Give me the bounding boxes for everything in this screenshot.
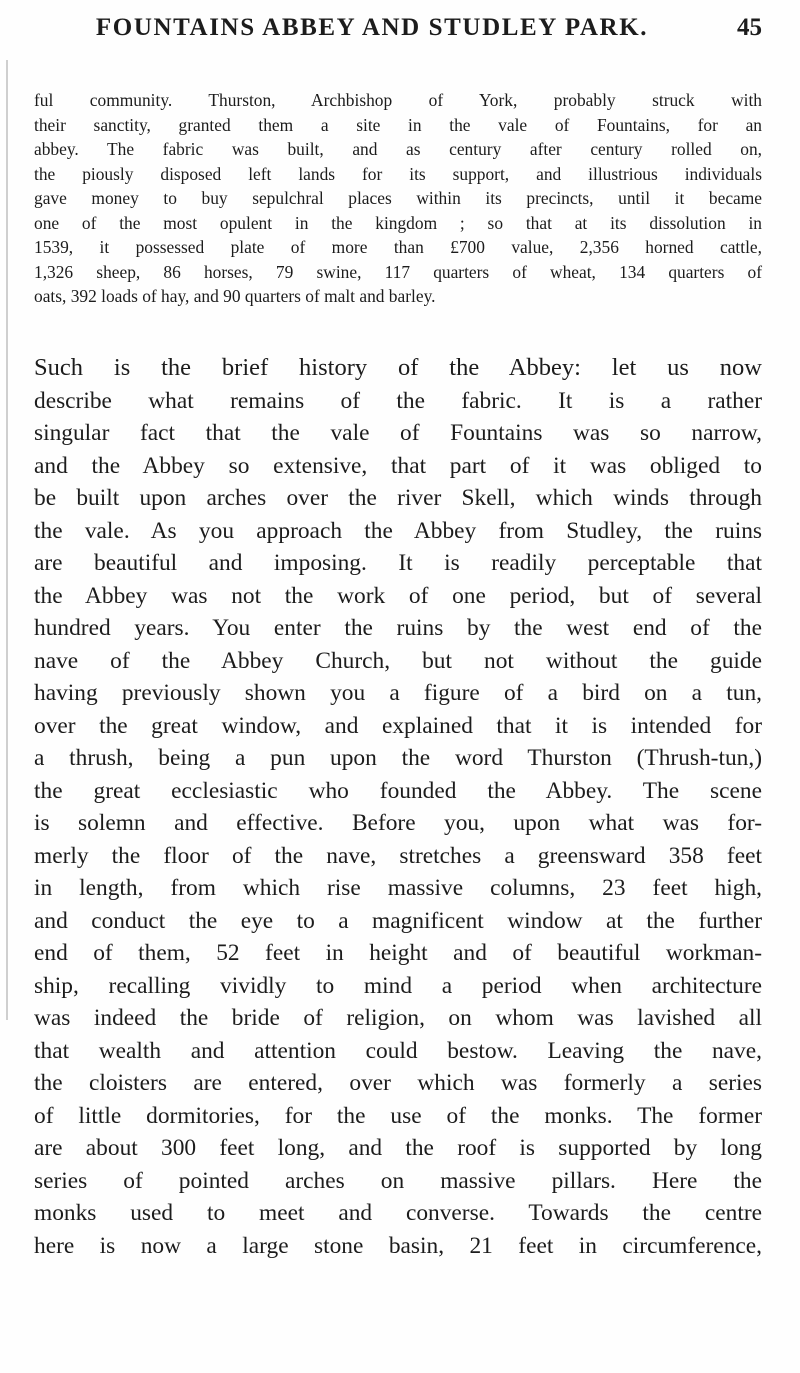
text-line: that wealth and attention could bestow. Leaving the nave, bbox=[34, 1037, 762, 1064]
text-line: the great ecclesiastic who founded the Abbey. The scene bbox=[34, 777, 762, 804]
text-line: hundred years. You enter the ruins by the west end of the bbox=[34, 615, 762, 641]
running-head: FOUNTAINS ABBEY AND STUDLEY PARK. bbox=[95, 14, 649, 41]
text-line: of little dormitories, for the use of the monks. The former bbox=[34, 1102, 762, 1129]
text-line: ful community. Thurston, Archbishop of York, probably struck with bbox=[34, 90, 762, 110]
text-line: a thrush, being a pun upon the word Thurston (Thrush-tun,) bbox=[34, 745, 762, 771]
text-line: series of pointed arches on massive pillars. Here the bbox=[34, 1167, 762, 1194]
text-line: abbey. The fabric was built, and as century after century rolled on, bbox=[34, 139, 762, 159]
text-line: monks used to meet and converse. Towards the centre bbox=[34, 1200, 762, 1226]
text-line: in length, from which rise massive columns, 23 feet high, bbox=[34, 875, 762, 901]
text-line: are about 300 feet long, and the roof is supported by long bbox=[34, 1135, 762, 1161]
text-line: gave money to buy sepulchral places within its precincts, until it became bbox=[34, 188, 762, 208]
text-line: over the great window, and explained that it is intended for bbox=[34, 712, 762, 739]
text-line: nave of the Abbey Church, but not without the guide bbox=[34, 647, 762, 674]
text-line: the piously disposed left lands for its support, and illustrious individuals bbox=[34, 163, 762, 184]
text-line: here is now a large stone basin, 21 feet in circumference, bbox=[34, 1232, 762, 1259]
text-line: the Abbey was not the work of one period, but of several bbox=[34, 582, 762, 609]
text-line: the cloisters are entered, over which was formerly a series bbox=[34, 1070, 762, 1096]
text-line: singular fact that the vale of Fountains was so narrow, bbox=[34, 420, 762, 446]
text-line: and conduct the eye to a magnificent window at the further bbox=[34, 907, 762, 934]
text-line: merly the floor of the nave, stretches a greensward 358 feet bbox=[34, 842, 762, 869]
text-line: having previously shown you a figure of a bird on a tun, bbox=[34, 680, 762, 706]
page-gutter-shadow bbox=[6, 60, 8, 1020]
text-line: describe what remains of the fabric. It is a rather bbox=[34, 387, 762, 414]
text-line: Such is the brief history of the Abbey: let us now bbox=[34, 354, 762, 381]
page-header bbox=[32, 14, 762, 54]
text-line: was indeed the bride of religion, on whom was lavished all bbox=[34, 1005, 762, 1031]
text-line: their sanctity, granted them a site in the vale of Fountains, for an bbox=[34, 114, 762, 135]
text-line: oats, 392 loads of hay, and 90 quarters of malt and barley. bbox=[34, 286, 436, 306]
text-line: one of the most opulent in the kingdom ; so that at its dissolution in bbox=[34, 212, 762, 233]
text-line: end of them, 52 feet in height and of beautiful workman- bbox=[34, 940, 762, 966]
text-line: is solemn and effective. Before you, upon what was for- bbox=[34, 810, 762, 836]
text-line: the vale. As you approach the Abbey from Studley, the ruins bbox=[34, 517, 762, 544]
text-line: 1539, it possessed plate of more than £700 value, 2,356 horned cattle, bbox=[34, 237, 762, 257]
text-line: ship, recalling vividly to mind a period when architecture bbox=[34, 972, 762, 999]
page-number: 45 bbox=[737, 14, 762, 41]
text-line: be built upon arches over the river Skell, which winds through bbox=[34, 485, 762, 511]
text-line: are beautiful and imposing. It is readily perceptable that bbox=[34, 550, 762, 576]
text-line: and the Abbey so extensive, that part of it was obliged to bbox=[34, 452, 762, 479]
text-line: 1,326 sheep, 86 horses, 79 swine, 117 quarters of wheat, 134 quarters of bbox=[34, 261, 762, 282]
paragraph-main bbox=[34, 352, 762, 1262]
paragraph-small-print bbox=[34, 88, 762, 309]
